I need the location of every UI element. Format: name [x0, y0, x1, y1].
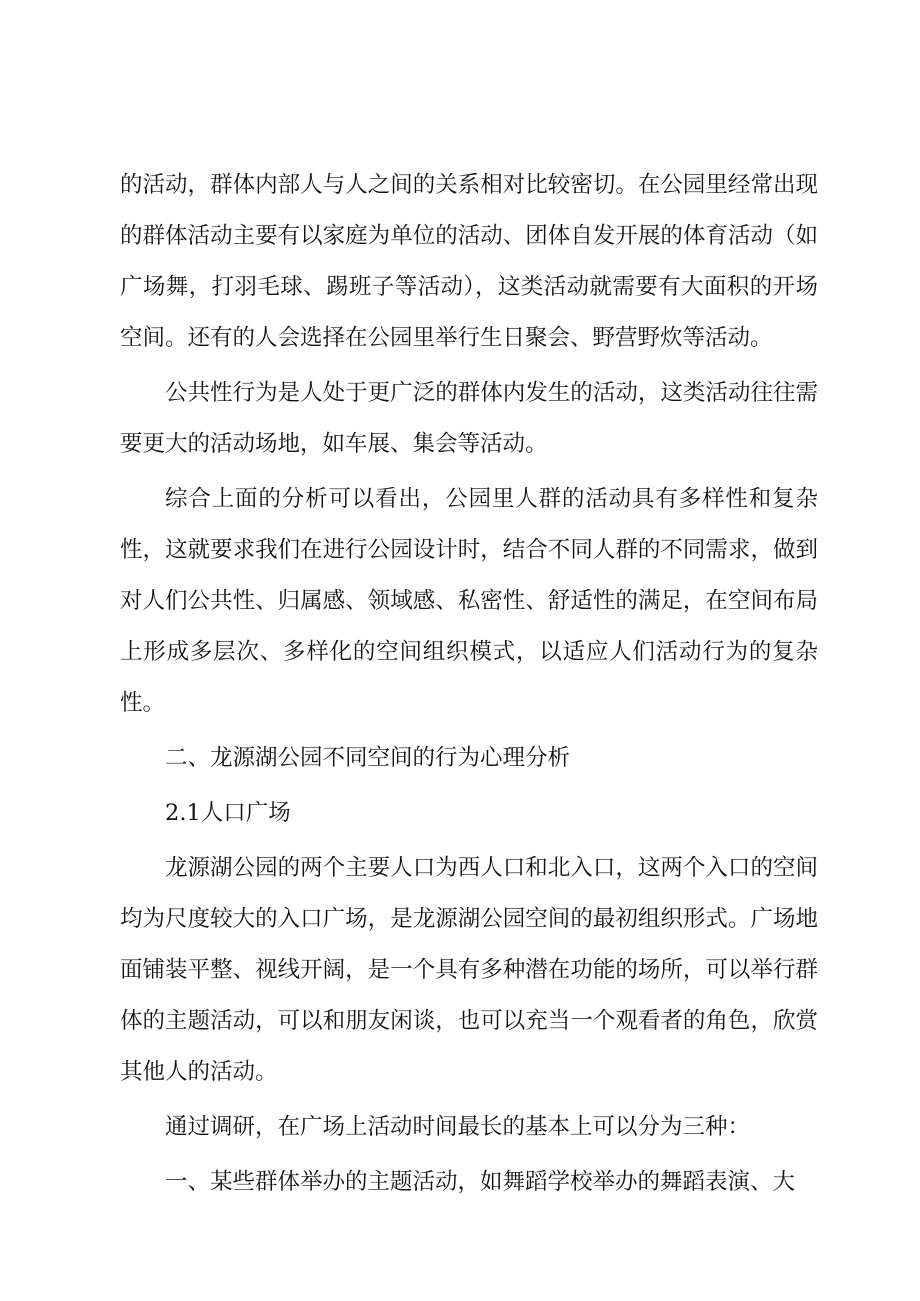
document-body — [120, 160, 818, 1212]
subsection-heading: 2.1人口广场 — [165, 800, 291, 826]
paragraph-analysis-summary: 综合上面的分析可以看出，公园里人群的活动具有多样性和复杂性，这就要求我们在进行公园设计时，结合不同人群的不同需求，做到对人们公共性、归属感、领域感、私密性、舒适性的满足，在空间布局上形成多层次、多样化的空间组织模式，以适应人们活动行为的复杂性。 — [120, 486, 818, 716]
paragraph-survey-intro: 通过调研，在广场上活动时间最长的基本上可以分为三种： — [165, 1114, 751, 1140]
paragraph-public-behavior: 公共性行为是人处于更广泛的群体内发生的活动，这类活动往往需要更大的活动场地，如车展、集会等活动。 — [120, 380, 818, 457]
section-heading: 二、龙源湖公园不同空间的行为心理分析 — [165, 745, 571, 771]
paragraph-group-activities: 的活动，群体内部人与人之间的关系相对比较密切。在公园里经常出现的群体活动主要有以家庭为单位的活动、团体自发开展的体育活动（如广场舞，打羽毛球、踢班子等活动），这类活动就需要有大面积的开场空间。还有的人会选择在公园里举行生日聚会、野营野炊等活动。 — [120, 172, 818, 351]
paragraph-entrance-plaza: 龙源湖公园的两个主要人口为西人口和北入口，这两个入口的空间均为尺度较大的入口广场，是龙源湖公园空间的最初组织形式。广场地面铺装平整、视线开阔，是一个具有多种潜在功能的场所，可以举行群体的主题活动，可以和朋友闲谈，也可以充当一个观看者的角色，欣赏其他人的活动。 — [120, 855, 818, 1085]
paragraph-theme-activities: 一、某些群体举办的主题活动，如舞蹈学校举办的舞蹈表演、大 — [165, 1169, 796, 1195]
